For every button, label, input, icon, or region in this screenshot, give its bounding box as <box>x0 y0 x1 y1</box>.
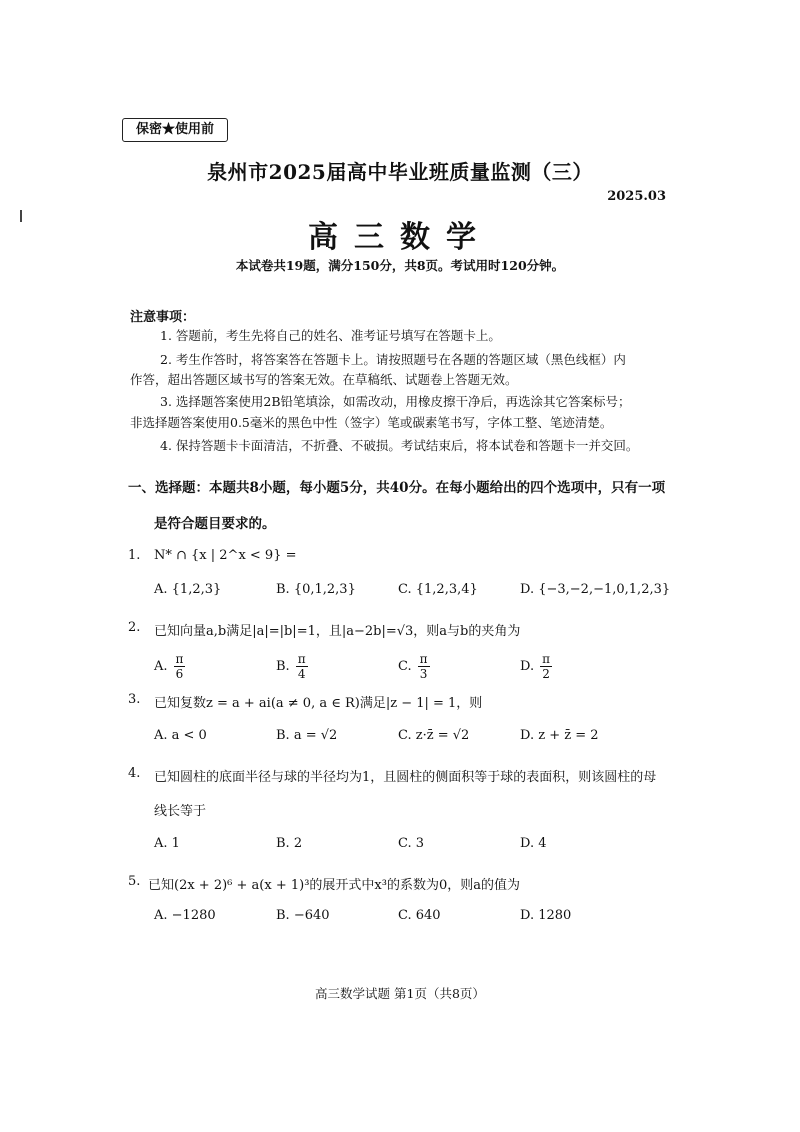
option-d: D. z + z̄ = 2 <box>520 728 599 743</box>
option-c: C. z·z̄ = √2 <box>398 728 470 743</box>
notice-item: 3. 选择题答案使用2B铅笔填涂，如需改动，用橡皮擦干净后，再选涂其它答案标号； <box>160 394 631 409</box>
option-a <box>154 652 185 681</box>
option-b: B. −640 <box>276 908 330 923</box>
question-number: 3. <box>128 692 141 707</box>
fraction: $\frac{\pi}{2}$ <box>542 652 550 681</box>
option-d: D. {−3,−2,−1,0,1,2,3} <box>520 582 671 597</box>
exam-info: 本试卷共19题，满分150分，共8页。考试用时120分钟。 <box>235 258 565 273</box>
subject-title: 高三数学 <box>308 220 492 255</box>
option-d: D. 1280 <box>520 908 572 923</box>
question-stem: 已知复数z = a + ai(a ≠ 0, a ∈ R)满足|z − 1| = 1，则 <box>154 696 483 711</box>
exam-date: 2025.03 <box>607 189 666 204</box>
option-b: B. a = √2 <box>276 728 338 743</box>
fraction: $\frac{\pi}{4}$ <box>297 652 306 681</box>
question-stem-cont: 线长等于 <box>154 804 207 819</box>
notice-item: 作答，超出答题区域书写的答案无效。在草稿纸、试题卷上答题无效。 <box>130 372 518 387</box>
fraction: $\frac{\pi}{3}$ <box>419 652 428 681</box>
notice-item: 非选择题答案使用0.5毫米的黑色中性（签字）笔或碳素笔书写，字体工整、笔迹清楚。 <box>130 415 613 430</box>
option-label: C. <box>398 659 412 674</box>
question-stem: 已知向量a,b满足|a|=|b|=1，且|a−2b|=√3，则a与b的夹角为 <box>154 624 521 639</box>
option-c: C. {1,2,3,4} <box>398 582 478 597</box>
question-number: 5. <box>128 874 141 889</box>
option-a: A. −1280 <box>154 908 216 923</box>
option-b: B. 2 <box>276 836 303 851</box>
notice-item: 2. 考生作答时，将答案答在答题卡上。请按照题号在各题的答题区域（黑色线框）内 <box>160 352 626 367</box>
option-label: D. <box>520 659 535 674</box>
option-b: B. {0,1,2,3} <box>276 582 356 597</box>
question-stem: N* ∩ {x | 2^x < 9} = <box>154 548 297 563</box>
section-heading: 一、选择题：本题共8小题，每小题5分，共40分。在每小题给出的四个选项中，只有一项 <box>128 480 666 496</box>
question-number: 4. <box>128 766 141 781</box>
option-c <box>398 652 430 681</box>
question-stem: 已知圆柱的底面半径与球的半径均为1，且圆柱的侧面积等于球的表面积，则该圆柱的母 <box>154 770 657 785</box>
section-heading-cont: 是符合题目要求的。 <box>154 516 276 532</box>
option-c: C. 3 <box>398 836 425 851</box>
option-a: A. {1,2,3} <box>154 582 222 597</box>
option-d <box>520 652 552 681</box>
page-footer: 高三数学试题 第1页（共8页） <box>315 986 485 1001</box>
question-number: 2. <box>128 620 141 635</box>
option-label: A. <box>154 659 168 674</box>
option-c: C. 640 <box>398 908 441 923</box>
notice-heading: 注意事项： <box>130 310 196 325</box>
notice-item: 4. 保持答题卡卡面清洁，不折叠、不破损。考试结束后，将本试卷和答题卡一并交回。 <box>160 438 639 453</box>
notice-item: 1. 答题前，考生先将自己的姓名、准考证号填写在答题卡上。 <box>160 328 501 343</box>
fraction: $\frac{\pi}{6}$ <box>175 652 184 681</box>
confidential-badge: 保密★使用前 <box>122 118 228 142</box>
question-stem: 已知(2x + 2)⁶ + a(x + 1)³的展开式中x³的系数为0，则a的值为 <box>148 878 520 893</box>
question-number: 1. <box>128 548 141 563</box>
option-d: D. 4 <box>520 836 547 851</box>
exam-title: 泉州市2025届高中毕业班质量监测（三） <box>207 160 593 184</box>
option-b <box>276 652 308 681</box>
option-a: A. 1 <box>154 836 180 851</box>
option-a: A. a < 0 <box>154 728 207 743</box>
option-label: B. <box>276 659 290 674</box>
